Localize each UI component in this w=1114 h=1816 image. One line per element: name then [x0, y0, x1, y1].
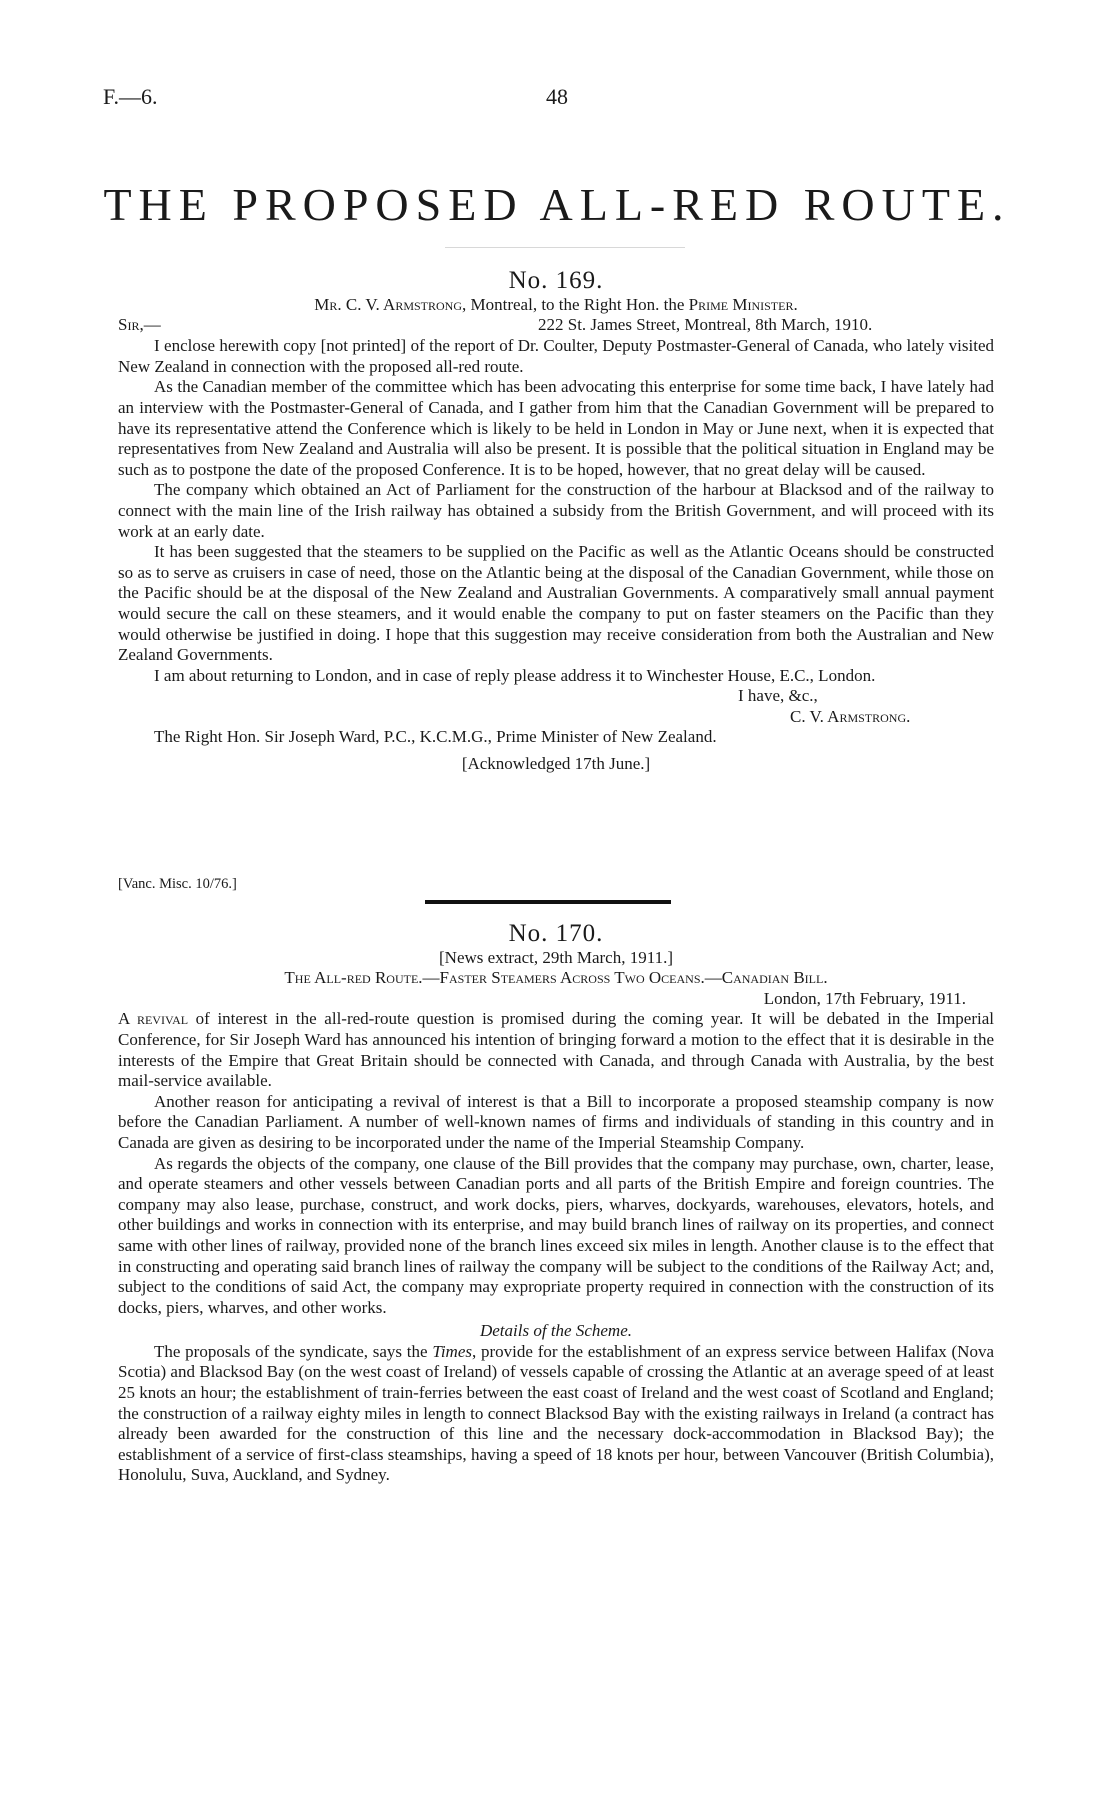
doc-169-closing: I have, &c., [738, 686, 818, 706]
section-divider [425, 900, 671, 904]
doc-170-paragraph-text: of interest in the all-red-route question is promised during the coming year. It will be debated in the Imperial Conference, for Sir Joseph Ward has announced his intention of bringing forward a motion to the effect that it is desirable in the interests of the Empire that Great Britain should be connected with Canada, and through Canada with Australia, by the best mail-service available. [118, 1009, 994, 1091]
doc-170-scheme-times: Times [432, 1341, 472, 1361]
doc-170-number: No. 170. [508, 920, 604, 947]
doc-170-paragraph: As regards the objects of the company, one clause of the Bill provides that the company may purchase, own, charter, lease, and operate steamers and other vessels between Canadian ports and all parts of the British Empire and foreign countries. The company may also lease, purchase, construct, and work docks, piers, wharves, dockyards, warehouses, elevators, hotels, and other buildings and works in connection with its enterprise, and may build branch lines of railway on its properties, and connect same with other lines of railway, provided none of the branch lines exceed six miles in length. Another clause is to the effect that in constructing and operating said branch lines of railway the company will be subject to the conditions of the Railway Act; and, subject to the conditions of said Act, the company may expropriate property required in connection with the construction of its docks, piers, wharves, and other works. [118, 1153, 994, 1317]
doc-169-paragraph: I am about returning to London, and in case of reply please address it to Winchester House, E.C., London. [154, 665, 876, 685]
doc-169-heading-name: Mr. C. V. Armstrong [314, 294, 463, 314]
doc-169-acknowledged: [Acknowledged 17th June.] [461, 754, 651, 774]
document-reference: F.—6. [103, 84, 158, 109]
page-title: THE PROPOSED ALL-RED ROUTE. [103, 179, 1011, 230]
doc-170-dateline: London, 17th February, 1911. [763, 988, 966, 1008]
doc-170-scheme-pre: The proposals of the syndicate, says the [154, 1341, 433, 1361]
doc-169-paragraph: It has been suggested that the steamers to be supplied on the Pacific as well as the Atlantic Oceans should be constructed so as to serve as cruisers in case of need, those on the Atlantic being at the disposal of the Canadian Government, while those on the Pacific should be at the disposal of the New Zealand and Australian Governments. A comparatively small annual payment would secure the call on these steamers, and it would enable the company to put on faster steamers on the Pacific than they would otherwise be justified in doing. I hope that this suggestion may receive consideration from both the Australian and New Zealand Governments. [118, 542, 994, 665]
doc-169-salutation-line [118, 315, 994, 336]
doc-170-lead-word: A revival [118, 1009, 189, 1029]
doc-169-paragraph: The company which obtained an Act of Parliament for the construction of the harbour at Blacksod and of the railway to connect with the main line of the Irish railway has obtained a subsidy from the British Government, and will proceed with its work at an early date. [118, 480, 994, 541]
doc-169-heading [118, 295, 994, 316]
doc-169-file-reference: [Vanc. Misc. 10/76.] [118, 876, 237, 892]
page-number: 48 [546, 84, 568, 109]
doc-169-heading-office: Prime Minister [688, 294, 794, 314]
doc-169-paragraph: As the Canadian member of the committee which has been advocating this enterprise for some time back, I have lately had an interview with the Postmaster-General of Canada, and I gather from him that the Canadian Government will be prepared to have its representative attend the Conference which is likely to be held in London in May or June next, when it is expected that representatives from New Zealand and Australia will also be present. It is possible that the political situation in England may be such as to postpone the date of the proposed Conference. It is to be hoped, however, that no great delay will be caused. [118, 377, 994, 479]
doc-169-heading-end: . [793, 294, 798, 314]
doc-169-salutation: Sir,— [118, 315, 161, 335]
doc-169-number: No. 169. [508, 267, 604, 294]
doc-170-source: [News extract, 29th March, 1911.] [439, 947, 673, 967]
doc-169-dateline: 222 St. James Street, Montreal, 8th March, 1910. [538, 315, 873, 335]
letter-169 [118, 267, 994, 775]
doc-170-paragraph: Another reason for anticipating a revival of interest is that a Bill to incorporate a proposed steamship company is now before the Canadian Parliament. A number of well-known names of firms and individuals of standing in this country and in Canada are given as desiring to be incorporated under the name of the Imperial Steamship Company. [118, 1091, 994, 1152]
doc-170-paragraph [118, 1009, 994, 1091]
doc-170-subheading: Details of the Scheme. [479, 1321, 632, 1341]
doc-169-heading-rest: , Montreal, to the Right Hon. the [462, 294, 689, 314]
doc-169-addressee: The Right Hon. Sir Joseph Ward, P.C., K.C.M.G., Prime Minister of New Zealand. [154, 727, 717, 747]
doc-169-signature: C. V. Armstrong. [790, 706, 911, 726]
doc-170-scheme-paragraph [118, 1342, 994, 1486]
doc-169-paragraph: I enclose herewith copy [not printed] of the report of Dr. Coulter, Deputy Postmaster-General of Canada, who lately visited New Zealand in connection with the proposed all-red route. [118, 336, 994, 376]
doc-170-headline: The All-red Route.—Faster Steamers Across Two Oceans.—Canadian Bill. [284, 968, 828, 988]
title-divider [445, 247, 685, 248]
news-extract-170 [118, 920, 994, 1486]
doc-170-scheme-post: , provide for the establishment of an express service between Halifax (Nova Scotia) and Blacksod Bay (on the west coast of Ireland) of vessels capable of crossing the Atlantic at an average speed of at least 25 knots an hour; the establishment of train-ferries between the east coast of Ireland and the west coast of Scotland and England; the construction of a railway eighty miles in length to connect Blacksod Bay with the existing railways in Ireland (a contract has already been awarded for the construction of this line and the necessary dock-accommodation in Blacksod Bay); the establishment of a service of first-class steamships, having a speed of 18 knots per hour, between Vancouver (British Columbia), Honolulu, Suva, Auckland, and Sydney. [118, 1341, 994, 1485]
